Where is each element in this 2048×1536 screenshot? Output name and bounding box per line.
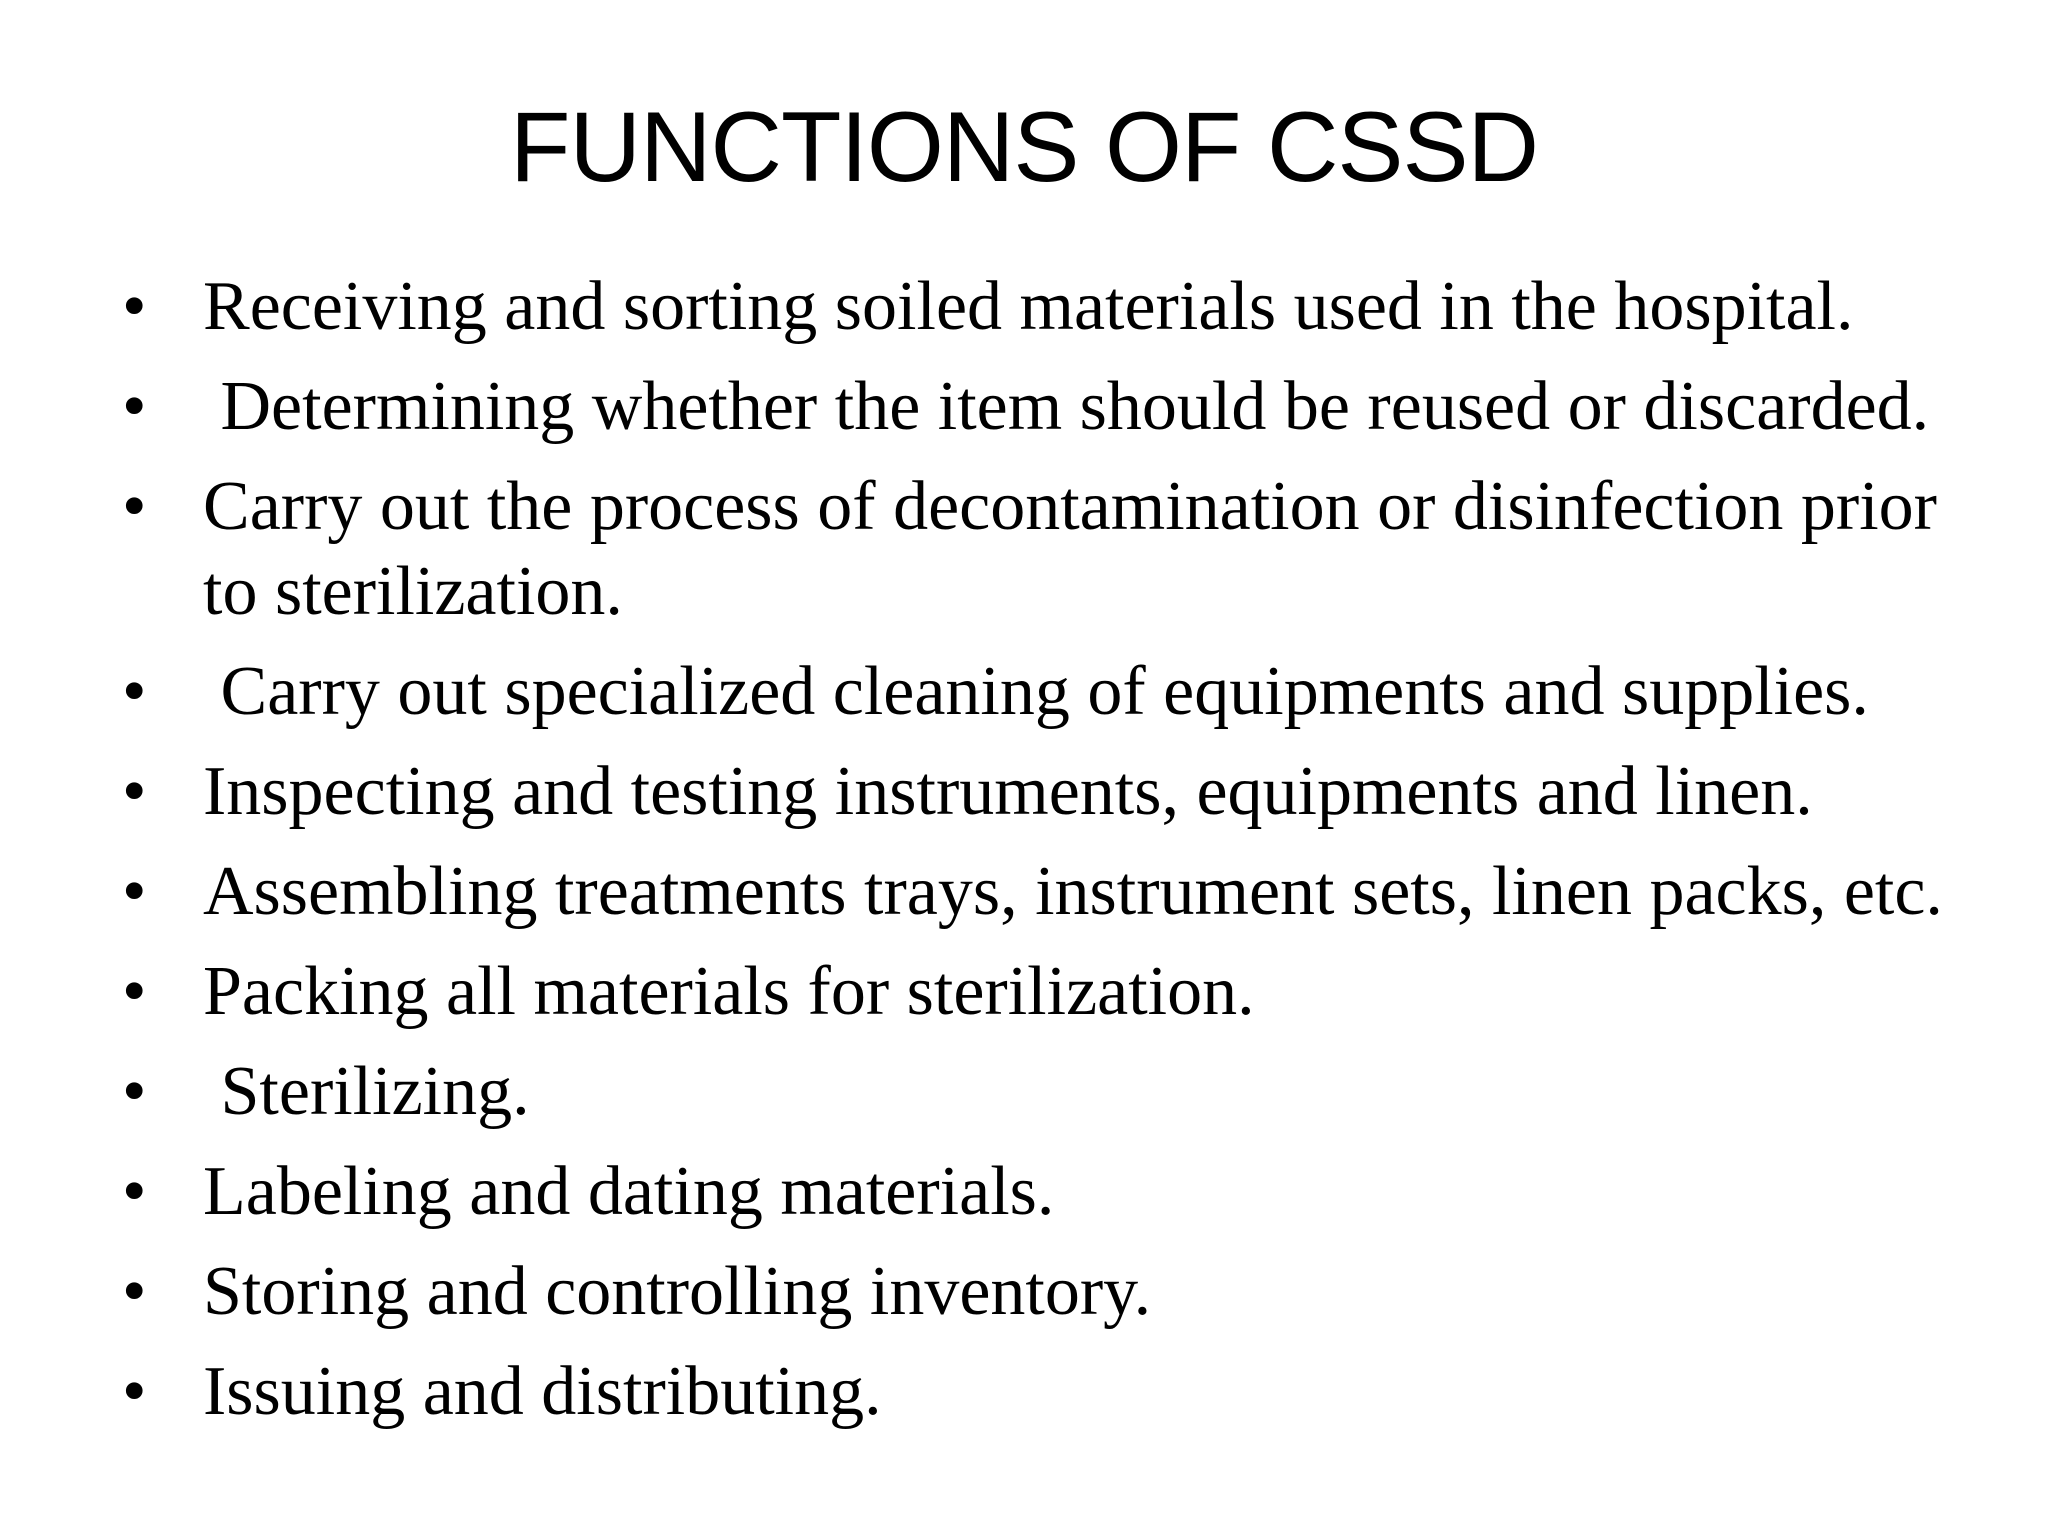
list-item bbox=[120, 949, 1960, 1034]
list-item bbox=[120, 364, 1960, 449]
list-item bbox=[120, 1249, 1960, 1334]
bullet-list bbox=[120, 264, 1960, 1434]
bullet-icon: • bbox=[122, 753, 147, 830]
list-item-text: Carry out specialized cleaning of equipments and supplies. bbox=[203, 653, 1869, 730]
bullet-icon: • bbox=[122, 268, 147, 345]
bullet-icon: • bbox=[122, 1353, 147, 1430]
list-item-text: Assembling treatments trays, instrument sets, linen packs, etc. bbox=[203, 853, 1943, 930]
bullet-icon: • bbox=[122, 368, 147, 445]
list-item bbox=[120, 1049, 1960, 1134]
list-item-text: Storing and controlling inventory. bbox=[203, 1253, 1152, 1330]
list-item bbox=[120, 1149, 1960, 1234]
list-item bbox=[120, 1349, 1960, 1434]
list-item bbox=[120, 464, 1960, 634]
list-item-text: Determining whether the item should be reused or discarded. bbox=[203, 368, 1930, 445]
slide-title: FUNCTIONS OF CSSD bbox=[509, 91, 1538, 202]
bullet-icon: • bbox=[122, 468, 147, 545]
list-item bbox=[120, 649, 1960, 734]
list-item bbox=[120, 849, 1960, 934]
list-item-text: Labeling and dating materials. bbox=[203, 1153, 1055, 1230]
bullet-icon: • bbox=[122, 853, 147, 930]
list-item bbox=[120, 749, 1960, 834]
list-item bbox=[120, 264, 1960, 349]
bullet-icon: • bbox=[122, 1053, 147, 1130]
bullet-icon: • bbox=[122, 653, 147, 730]
list-item-text: Inspecting and testing instruments, equipments and linen. bbox=[203, 753, 1813, 830]
list-item-text: Sterilizing. bbox=[203, 1053, 530, 1130]
bullet-icon: • bbox=[122, 1153, 147, 1230]
list-item-text: Receiving and sorting soiled materials used in the hospital. bbox=[203, 268, 1854, 345]
bullet-icon: • bbox=[122, 953, 147, 1030]
list-item-text: Packing all materials for sterilization. bbox=[203, 953, 1255, 1030]
list-item-text: Carry out the process of decontamination or disinfection prior to sterilization. bbox=[203, 468, 1955, 630]
bullet-icon: • bbox=[122, 1253, 147, 1330]
list-item-text: Issuing and distributing. bbox=[203, 1353, 882, 1430]
